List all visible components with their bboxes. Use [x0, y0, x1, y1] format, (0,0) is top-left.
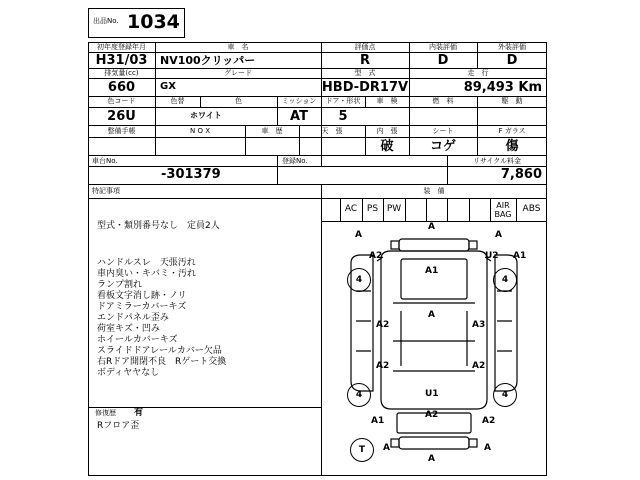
- damage-right-rear: A2: [472, 361, 486, 371]
- damage-right-door: A3: [472, 320, 486, 330]
- damage-rear-a2: A2: [425, 410, 439, 420]
- wheel-rr-mark: 4: [493, 383, 517, 407]
- header-seat: シート: [432, 127, 454, 135]
- wheel-fl-mark: 4: [347, 268, 371, 292]
- header-maintenance: 整備手帳: [107, 127, 136, 135]
- header-doors: ドア・形状: [325, 97, 361, 105]
- damage-fr-far: A1: [513, 251, 527, 261]
- damage-bottom-right: A: [484, 443, 491, 453]
- equip-pw: PW: [386, 204, 402, 214]
- damage-top-center: A: [428, 222, 435, 232]
- header-reg-no: 登録No.: [282, 157, 308, 165]
- lot-label: 出品No.: [93, 17, 119, 25]
- header-color-change: 色替: [170, 97, 185, 105]
- header-drive: 駆 動: [501, 97, 523, 105]
- equip-abs: ABS: [522, 204, 541, 214]
- interior-score-value: D: [437, 53, 449, 68]
- damage-rl-corner: A1: [371, 416, 385, 426]
- score-value: R: [359, 53, 370, 68]
- header-repair-history: 修復歴: [95, 409, 116, 417]
- interior-value: 破: [380, 139, 394, 154]
- header-equipment: 装 備: [423, 187, 445, 195]
- header-chassis-no: 車台No.: [92, 157, 118, 165]
- header-f-glass: F ガラス: [498, 127, 526, 135]
- notes-line: 型式・類別番号なし 定員2人: [97, 221, 220, 231]
- header-reg-year: 初年度登録年月: [97, 43, 146, 51]
- notes-line: ホイールカバーキズ: [97, 335, 178, 345]
- repair-notes: Rフロア歪: [97, 421, 140, 431]
- damage-left-door: A2: [376, 320, 390, 330]
- header-nox: N O X: [190, 127, 210, 135]
- notes-line: 看板文字消し跡・ノリ: [97, 291, 187, 301]
- damage-bottom-left: A: [383, 443, 390, 453]
- lot-number: 1034: [127, 11, 180, 33]
- damage-rr-corner: A2: [482, 416, 496, 426]
- f-glass-value: 傷: [505, 139, 519, 154]
- header-sunroof: 天 張: [321, 127, 343, 135]
- header-grade: グレード: [224, 69, 252, 77]
- damage-hood: A: [428, 310, 435, 320]
- displacement-value: 660: [107, 80, 136, 95]
- header-mileage: 走 行: [467, 69, 489, 77]
- color-code-value: 26U: [107, 109, 136, 124]
- damage-rear-u1: U1: [425, 389, 439, 399]
- damage-bottom-center: A: [428, 454, 435, 464]
- damage-top-left: A: [355, 230, 362, 240]
- notes-line: ランプ割れ: [97, 280, 143, 290]
- exterior-score-value: D: [506, 53, 518, 68]
- header-score: 評価点: [354, 43, 376, 51]
- header-history: 車 歴: [261, 127, 283, 135]
- header-model: 型 式: [354, 69, 376, 77]
- notes-line: ボディヤヤなし: [97, 368, 160, 378]
- damage-top-right: A: [495, 230, 502, 240]
- notes-line: 車内臭い・キバミ・汚れ: [97, 269, 197, 279]
- header-interior-score: 内装評価: [429, 43, 457, 51]
- model-value: HBD-DR17V: [321, 80, 409, 95]
- header-fuel: 燃 料: [432, 97, 454, 105]
- damage-fr-fender: U2: [485, 251, 499, 261]
- grade-value: GX: [160, 81, 176, 92]
- car-name-value: NV100クリッパー: [160, 54, 256, 67]
- mileage-value: 89,493 Km: [463, 80, 542, 95]
- header-inspection: 車 検: [376, 97, 398, 105]
- notes-line: エンドパネル歪み: [97, 313, 169, 323]
- header-interior: 内 張: [376, 127, 398, 135]
- equip-airbag: AIR BAG: [494, 201, 512, 219]
- header-recycle: リサイクル料金: [472, 157, 522, 165]
- header-color: 色: [235, 97, 242, 105]
- equip-ps: PS: [366, 204, 379, 214]
- header-transmission: ミッション: [281, 97, 317, 105]
- notes-line: ドアミラーカバーキズ: [97, 302, 187, 312]
- transmission-value: AT: [290, 109, 308, 124]
- wheel-fr-mark: 4: [493, 268, 517, 292]
- recycle-value: 7,860: [500, 167, 542, 182]
- reg-year-value: H31/03: [95, 53, 148, 68]
- doors-value: 5: [338, 109, 348, 124]
- damage-left-rear: A2: [376, 361, 390, 371]
- t-mark: T: [350, 438, 374, 462]
- notes-line: スライドドアレールカバー欠品: [97, 346, 222, 356]
- notes-line: 荷室キズ・凹み: [97, 324, 160, 334]
- notes-line: 右Rドア開閉不良 Rゲート交換: [97, 357, 227, 367]
- chassis-no-value: -301379: [161, 167, 221, 182]
- header-displacement: 排気量(cc): [104, 69, 139, 77]
- equip-ac: AC: [344, 204, 358, 214]
- damage-fl-fender: A2: [369, 251, 383, 261]
- notes-line: ハンドルスレ 天張汚れ: [97, 258, 196, 268]
- color-value: ホワイト: [190, 111, 222, 120]
- wheel-rl-mark: 4: [347, 383, 371, 407]
- header-notes: 特記事項: [92, 187, 120, 195]
- repair-history-value: 有: [134, 408, 144, 418]
- seat-value: コゲ: [429, 139, 456, 154]
- header-car-name: 車 名: [227, 43, 249, 51]
- header-exterior-score: 外装評価: [498, 43, 526, 51]
- header-color-code: 色コード: [107, 97, 136, 105]
- damage-roof: A1: [425, 266, 439, 276]
